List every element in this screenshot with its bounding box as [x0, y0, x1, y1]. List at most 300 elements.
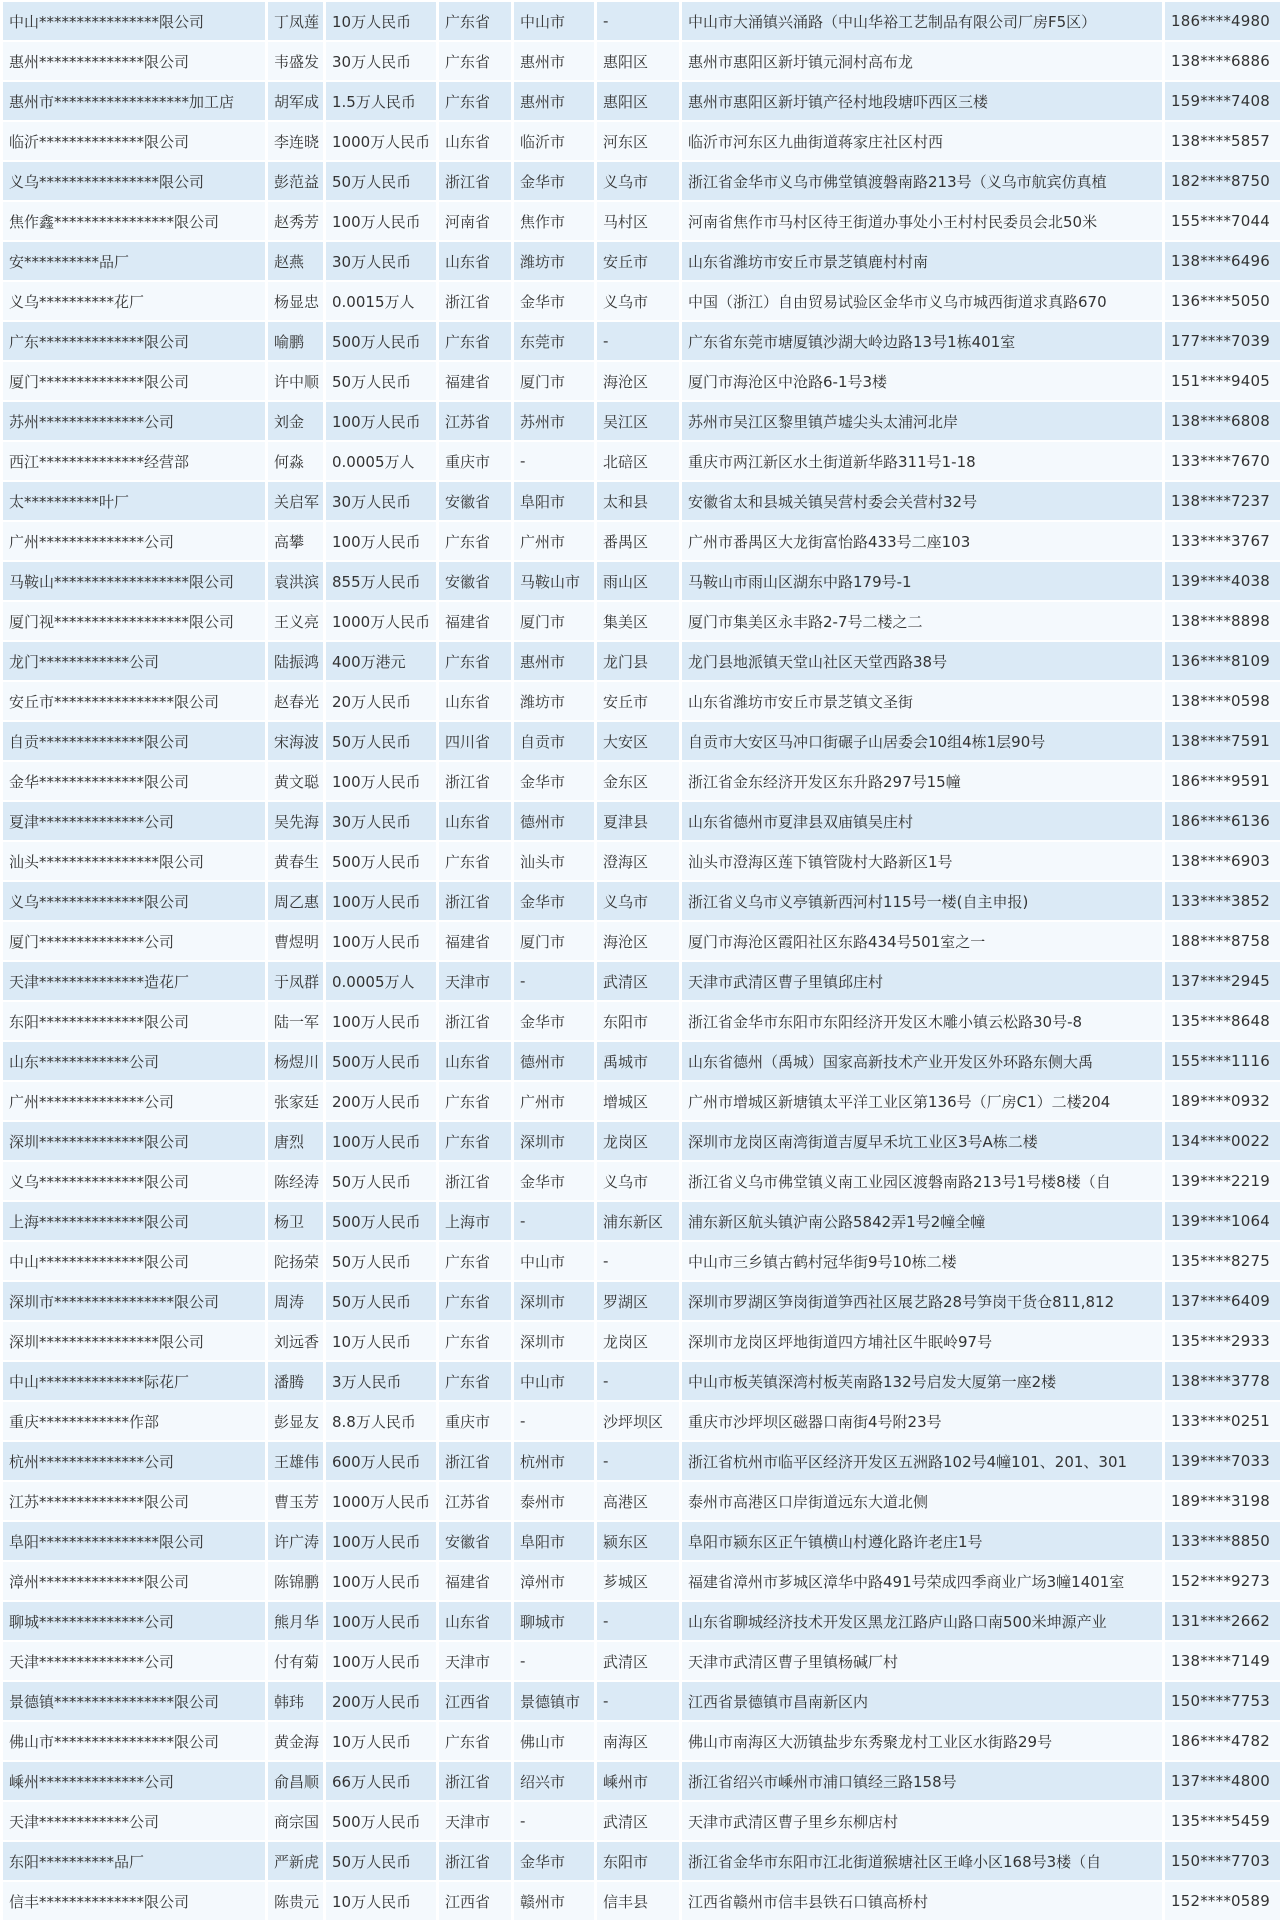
company-name-cell: 景德镇****************限公司: [3, 1682, 265, 1720]
district-cell: 武清区: [597, 1802, 679, 1840]
city-cell: 广州市: [514, 522, 594, 560]
phone-cell: 135****8275: [1165, 1242, 1280, 1280]
city-cell: 潍坊市: [514, 682, 594, 720]
table-row: [3, 1282, 1280, 1320]
company-name-cell: 广州**************公司: [3, 1082, 265, 1120]
capital-cell: 10万人民币: [326, 2, 436, 40]
city-cell: 厦门市: [514, 362, 594, 400]
legal-person-cell: 许中顺: [268, 362, 323, 400]
table-row: [3, 442, 1280, 480]
city-cell: 金华市: [514, 1002, 594, 1040]
phone-cell: 188****8758: [1165, 922, 1280, 960]
table-row: [3, 1202, 1280, 1240]
capital-cell: 20万人民币: [326, 682, 436, 720]
province-cell: 广东省: [439, 522, 511, 560]
phone-cell: 138****0598: [1165, 682, 1280, 720]
phone-cell: 186****9591: [1165, 762, 1280, 800]
city-cell: -: [514, 442, 594, 480]
address-cell: 浙江省金华市东阳市东阳经济开发区木雕小镇云松路30号-8: [682, 1002, 1162, 1040]
phone-cell: 137****4800: [1165, 1762, 1280, 1800]
table-row: [3, 562, 1280, 600]
phone-cell: 150****7703: [1165, 1842, 1280, 1880]
city-cell: 金华市: [514, 882, 594, 920]
city-cell: 金华市: [514, 1162, 594, 1200]
legal-person-cell: 杨卫: [268, 1202, 323, 1240]
district-cell: 嵊州市: [597, 1762, 679, 1800]
capital-cell: 400万港元: [326, 642, 436, 680]
company-name-cell: 上海**************限公司: [3, 1202, 265, 1240]
capital-cell: 50万人民币: [326, 362, 436, 400]
city-cell: 惠州市: [514, 42, 594, 80]
province-cell: 山东省: [439, 1602, 511, 1640]
province-cell: 山东省: [439, 122, 511, 160]
district-cell: 高港区: [597, 1482, 679, 1520]
company-name-cell: 义乌**************限公司: [3, 882, 265, 920]
legal-person-cell: 刘金: [268, 402, 323, 440]
phone-cell: 186****4782: [1165, 1722, 1280, 1760]
company-name-cell: 临沂**************限公司: [3, 122, 265, 160]
city-cell: 厦门市: [514, 602, 594, 640]
address-cell: 重庆市两江新区水土街道新华路311号1-18: [682, 442, 1162, 480]
address-cell: 山东省德州市夏津县双庙镇吴庄村: [682, 802, 1162, 840]
legal-person-cell: 喻鹏: [268, 322, 323, 360]
capital-cell: 100万人民币: [326, 1002, 436, 1040]
capital-cell: 100万人民币: [326, 402, 436, 440]
city-cell: -: [514, 962, 594, 1000]
city-cell: 金华市: [514, 762, 594, 800]
province-cell: 浙江省: [439, 1162, 511, 1200]
company-name-cell: 嵊州**************公司: [3, 1762, 265, 1800]
phone-cell: 186****4980: [1165, 2, 1280, 40]
table-row: [3, 1602, 1280, 1640]
province-cell: 安徽省: [439, 1522, 511, 1560]
legal-person-cell: 宋海波: [268, 722, 323, 760]
phone-cell: 139****2219: [1165, 1162, 1280, 1200]
company-name-cell: 夏津**************公司: [3, 802, 265, 840]
address-cell: 浙江省义乌市佛堂镇义南工业园区渡磐南路213号1号楼8楼（自: [682, 1162, 1162, 1200]
table-row: [3, 962, 1280, 1000]
capital-cell: 200万人民币: [326, 1682, 436, 1720]
capital-cell: 8.8万人民币: [326, 1402, 436, 1440]
address-cell: 安徽省太和县城关镇吴营村委会关营村32号: [682, 482, 1162, 520]
capital-cell: 30万人民币: [326, 802, 436, 840]
table-row: [3, 682, 1280, 720]
legal-person-cell: 唐烈: [268, 1122, 323, 1160]
table-row: [3, 1162, 1280, 1200]
city-cell: -: [514, 1202, 594, 1240]
table-row: [3, 242, 1280, 280]
city-cell: 厦门市: [514, 922, 594, 960]
district-cell: 东阳市: [597, 1842, 679, 1880]
capital-cell: 10万人民币: [326, 1722, 436, 1760]
province-cell: 广东省: [439, 842, 511, 880]
address-cell: 浙江省金东经济开发区东升路297号15幢: [682, 762, 1162, 800]
address-cell: 江西省景德镇市昌南新区内: [682, 1682, 1162, 1720]
address-cell: 马鞍山市雨山区湖东中路179号-1: [682, 562, 1162, 600]
capital-cell: 50万人民币: [326, 1242, 436, 1280]
address-cell: 天津市武清区曹子里镇邱庄村: [682, 962, 1162, 1000]
legal-person-cell: 陆振鸿: [268, 642, 323, 680]
table-row: [3, 282, 1280, 320]
address-cell: 中山市板芙镇深湾村板芙南路132号启发大厦第一座2楼: [682, 1362, 1162, 1400]
province-cell: 河南省: [439, 202, 511, 240]
legal-person-cell: 陀扬荣: [268, 1242, 323, 1280]
capital-cell: 500万人民币: [326, 1802, 436, 1840]
province-cell: 山东省: [439, 242, 511, 280]
province-cell: 福建省: [439, 922, 511, 960]
city-cell: 潍坊市: [514, 242, 594, 280]
city-cell: 阜阳市: [514, 1522, 594, 1560]
capital-cell: 10万人民币: [326, 1882, 436, 1920]
district-cell: 雨山区: [597, 562, 679, 600]
phone-cell: 138****6886: [1165, 42, 1280, 80]
city-cell: 金华市: [514, 1842, 594, 1880]
capital-cell: 100万人民币: [326, 1522, 436, 1560]
capital-cell: 100万人民币: [326, 1562, 436, 1600]
district-cell: 芗城区: [597, 1562, 679, 1600]
province-cell: 广东省: [439, 1362, 511, 1400]
address-cell: 深圳市龙岗区坪地街道四方埔社区牛眠岭97号: [682, 1322, 1162, 1360]
legal-person-cell: 胡军成: [268, 82, 323, 120]
address-cell: 河南省焦作市马村区待王街道办事处小王村村民委员会北50米: [682, 202, 1162, 240]
legal-person-cell: 陆一军: [268, 1002, 323, 1040]
capital-cell: 1000万人民币: [326, 602, 436, 640]
legal-person-cell: 赵春光: [268, 682, 323, 720]
city-cell: 深圳市: [514, 1322, 594, 1360]
district-cell: -: [597, 322, 679, 360]
capital-cell: 30万人民币: [326, 242, 436, 280]
city-cell: 临沂市: [514, 122, 594, 160]
capital-cell: 100万人民币: [326, 1602, 436, 1640]
address-cell: 深圳市龙岗区南湾街道吉厦早禾坑工业区3号A栋二楼: [682, 1122, 1162, 1160]
legal-person-cell: 彭显友: [268, 1402, 323, 1440]
phone-cell: 150****7753: [1165, 1682, 1280, 1720]
city-cell: 德州市: [514, 802, 594, 840]
legal-person-cell: 商宗国: [268, 1802, 323, 1840]
capital-cell: 50万人民币: [326, 1282, 436, 1320]
legal-person-cell: 丁凤莲: [268, 2, 323, 40]
company-name-cell: 惠州**************限公司: [3, 42, 265, 80]
city-cell: 聊城市: [514, 1602, 594, 1640]
phone-cell: 152****9273: [1165, 1562, 1280, 1600]
city-cell: -: [514, 1802, 594, 1840]
phone-cell: 138****6496: [1165, 242, 1280, 280]
capital-cell: 30万人民币: [326, 482, 436, 520]
table-row: [3, 1682, 1280, 1720]
legal-person-cell: 周涛: [268, 1282, 323, 1320]
province-cell: 广东省: [439, 322, 511, 360]
table-row: [3, 1082, 1280, 1120]
city-cell: 苏州市: [514, 402, 594, 440]
district-cell: 北碚区: [597, 442, 679, 480]
address-cell: 广东省东莞市塘厦镇沙湖大岭边路13号1栋401室: [682, 322, 1162, 360]
legal-person-cell: 杨煜川: [268, 1042, 323, 1080]
city-cell: 佛山市: [514, 1722, 594, 1760]
phone-cell: 135****2933: [1165, 1322, 1280, 1360]
legal-person-cell: 彭范益: [268, 162, 323, 200]
city-cell: 阜阳市: [514, 482, 594, 520]
phone-cell: 155****7044: [1165, 202, 1280, 240]
province-cell: 重庆市: [439, 442, 511, 480]
capital-cell: 100万人民币: [326, 522, 436, 560]
province-cell: 福建省: [439, 602, 511, 640]
capital-cell: 30万人民币: [326, 42, 436, 80]
district-cell: 南海区: [597, 1722, 679, 1760]
city-cell: 深圳市: [514, 1122, 594, 1160]
phone-cell: 139****4038: [1165, 562, 1280, 600]
city-cell: 中山市: [514, 1242, 594, 1280]
phone-cell: 135****5459: [1165, 1802, 1280, 1840]
address-cell: 浙江省杭州市临平区经济开发区五洲路102号4幢101、201、301: [682, 1442, 1162, 1480]
city-cell: 马鞍山市: [514, 562, 594, 600]
city-cell: 杭州市: [514, 1442, 594, 1480]
city-cell: 金华市: [514, 162, 594, 200]
table-row: [3, 402, 1280, 440]
company-name-cell: 厦门**************公司: [3, 922, 265, 960]
district-cell: 安丘市: [597, 242, 679, 280]
company-name-cell: 天津**************公司: [3, 1642, 265, 1680]
district-cell: -: [597, 1442, 679, 1480]
province-cell: 浙江省: [439, 282, 511, 320]
city-cell: 景德镇市: [514, 1682, 594, 1720]
province-cell: 江苏省: [439, 1482, 511, 1520]
legal-person-cell: 袁洪滨: [268, 562, 323, 600]
capital-cell: 100万人民币: [326, 762, 436, 800]
table-row: [3, 522, 1280, 560]
address-cell: 厦门市集美区永丰路2-7号二楼之二: [682, 602, 1162, 640]
province-cell: 浙江省: [439, 1842, 511, 1880]
legal-person-cell: 黄春生: [268, 842, 323, 880]
legal-person-cell: 王雄伟: [268, 1442, 323, 1480]
address-cell: 山东省潍坊市安丘市景芝镇鹿村村南: [682, 242, 1162, 280]
table-row: [3, 802, 1280, 840]
city-cell: 焦作市: [514, 202, 594, 240]
address-cell: 中山市三乡镇古鹤村冠华街9号10栋二楼: [682, 1242, 1162, 1280]
city-cell: 广州市: [514, 1082, 594, 1120]
phone-cell: 138****7237: [1165, 482, 1280, 520]
table-row: [3, 1562, 1280, 1600]
phone-cell: 136****8109: [1165, 642, 1280, 680]
company-name-cell: 安**********品厂: [3, 242, 265, 280]
phone-cell: 138****7591: [1165, 722, 1280, 760]
legal-person-cell: 李连晓: [268, 122, 323, 160]
address-cell: 福建省漳州市芗城区漳华中路491号荣成四季商业广场3幢1401室: [682, 1562, 1162, 1600]
province-cell: 上海市: [439, 1202, 511, 1240]
phone-cell: 138****5857: [1165, 122, 1280, 160]
legal-person-cell: 曹煜明: [268, 922, 323, 960]
company-name-cell: 焦作鑫****************限公司: [3, 202, 265, 240]
province-cell: 广东省: [439, 82, 511, 120]
province-cell: 江苏省: [439, 402, 511, 440]
table-row: [3, 1762, 1280, 1800]
district-cell: 大安区: [597, 722, 679, 760]
address-cell: 广州市番禺区大龙街富怡路433号二座103: [682, 522, 1162, 560]
phone-cell: 139****7033: [1165, 1442, 1280, 1480]
legal-person-cell: 高攀: [268, 522, 323, 560]
address-cell: 重庆市沙坪坝区磁器口南街4号附23号: [682, 1402, 1162, 1440]
city-cell: 德州市: [514, 1042, 594, 1080]
district-cell: 集美区: [597, 602, 679, 640]
address-cell: 浙江省金华市东阳市江北街道猴塘社区王峰小区168号3楼（自: [682, 1842, 1162, 1880]
table-row: [3, 1362, 1280, 1400]
city-cell: 中山市: [514, 2, 594, 40]
company-name-cell: 信丰**************限公司: [3, 1882, 265, 1920]
province-cell: 广东省: [439, 1122, 511, 1160]
legal-person-cell: 赵秀芳: [268, 202, 323, 240]
province-cell: 福建省: [439, 362, 511, 400]
district-cell: 河东区: [597, 122, 679, 160]
province-cell: 浙江省: [439, 1442, 511, 1480]
address-cell: 汕头市澄海区莲下镇管陇村大路新区1号: [682, 842, 1162, 880]
province-cell: 广东省: [439, 1722, 511, 1760]
company-name-cell: 厦门视******************限公司: [3, 602, 265, 640]
phone-cell: 189****3198: [1165, 1482, 1280, 1520]
table-row: [3, 1722, 1280, 1760]
province-cell: 浙江省: [439, 882, 511, 920]
address-cell: 惠州市惠阳区新圩镇元洞村高布龙: [682, 42, 1162, 80]
address-cell: 浦东新区航头镇沪南公路5842弄1号2幢全幢: [682, 1202, 1162, 1240]
province-cell: 安徽省: [439, 562, 511, 600]
company-name-cell: 太**********叶厂: [3, 482, 265, 520]
legal-person-cell: 曹玉芳: [268, 1482, 323, 1520]
phone-cell: 189****0932: [1165, 1082, 1280, 1120]
phone-cell: 138****6808: [1165, 402, 1280, 440]
district-cell: 龙岗区: [597, 1122, 679, 1160]
table-row: [3, 1442, 1280, 1480]
district-cell: 浦东新区: [597, 1202, 679, 1240]
table-row: [3, 1482, 1280, 1520]
company-name-cell: 苏州**************公司: [3, 402, 265, 440]
province-cell: 天津市: [439, 962, 511, 1000]
table-row: [3, 642, 1280, 680]
district-cell: -: [597, 1682, 679, 1720]
phone-cell: 182****8750: [1165, 162, 1280, 200]
company-name-cell: 佛山市****************限公司: [3, 1722, 265, 1760]
district-cell: 义乌市: [597, 1162, 679, 1200]
district-cell: 金东区: [597, 762, 679, 800]
province-cell: 江西省: [439, 1882, 511, 1920]
address-cell: 天津市武清区曹子里乡东柳店村: [682, 1802, 1162, 1840]
district-cell: 番禺区: [597, 522, 679, 560]
district-cell: 太和县: [597, 482, 679, 520]
legal-person-cell: 潘腾: [268, 1362, 323, 1400]
address-cell: 临沂市河东区九曲街道蒋家庄社区村西: [682, 122, 1162, 160]
phone-cell: 134****0022: [1165, 1122, 1280, 1160]
legal-person-cell: 周乙惠: [268, 882, 323, 920]
company-name-cell: 深圳**************限公司: [3, 1122, 265, 1160]
province-cell: 山东省: [439, 802, 511, 840]
capital-cell: 50万人民币: [326, 162, 436, 200]
phone-cell: 139****1064: [1165, 1202, 1280, 1240]
company-name-cell: 龙门************公司: [3, 642, 265, 680]
company-name-cell: 重庆************作部: [3, 1402, 265, 1440]
address-cell: 惠州市惠阳区新圩镇产径村地段塘吓西区三楼: [682, 82, 1162, 120]
address-cell: 厦门市海沧区霞阳社区东路434号501室之一: [682, 922, 1162, 960]
company-name-cell: 惠州市******************加工店: [3, 82, 265, 120]
table-row: [3, 882, 1280, 920]
district-cell: 沙坪坝区: [597, 1402, 679, 1440]
legal-person-cell: 于凤群: [268, 962, 323, 1000]
capital-cell: 100万人民币: [326, 1122, 436, 1160]
table-row: [3, 1122, 1280, 1160]
province-cell: 浙江省: [439, 1002, 511, 1040]
table-row: [3, 82, 1280, 120]
phone-cell: 137****2945: [1165, 962, 1280, 1000]
capital-cell: 1.5万人民币: [326, 82, 436, 120]
table-row: [3, 842, 1280, 880]
table-row: [3, 1402, 1280, 1440]
province-cell: 江西省: [439, 1682, 511, 1720]
district-cell: 武清区: [597, 1642, 679, 1680]
capital-cell: 1000万人民币: [326, 1482, 436, 1520]
phone-cell: 152****0589: [1165, 1882, 1280, 1920]
legal-person-cell: 熊月华: [268, 1602, 323, 1640]
district-cell: 吴江区: [597, 402, 679, 440]
province-cell: 天津市: [439, 1802, 511, 1840]
legal-person-cell: 严新虎: [268, 1842, 323, 1880]
address-cell: 深圳市罗湖区笋岗街道笋西社区展艺路28号笋岗干货仓811,812: [682, 1282, 1162, 1320]
district-cell: 罗湖区: [597, 1282, 679, 1320]
province-cell: 天津市: [439, 1642, 511, 1680]
province-cell: 四川省: [439, 722, 511, 760]
district-cell: 马村区: [597, 202, 679, 240]
phone-cell: 133****3767: [1165, 522, 1280, 560]
capital-cell: 10万人民币: [326, 1322, 436, 1360]
legal-person-cell: 许广涛: [268, 1522, 323, 1560]
address-cell: 中山市大涌镇兴涌路（中山华裕工艺制品有限公司厂房F5区）: [682, 2, 1162, 40]
company-name-cell: 中山**************限公司: [3, 1242, 265, 1280]
capital-cell: 500万人民币: [326, 842, 436, 880]
district-cell: 海沧区: [597, 362, 679, 400]
company-name-cell: 安丘市****************限公司: [3, 682, 265, 720]
capital-cell: 1000万人民币: [326, 122, 436, 160]
address-cell: 浙江省义乌市义亭镇新西河村115号一楼(自主申报): [682, 882, 1162, 920]
legal-person-cell: 韩玮: [268, 1682, 323, 1720]
phone-cell: 159****7408: [1165, 82, 1280, 120]
phone-cell: 151****9405: [1165, 362, 1280, 400]
capital-cell: 50万人民币: [326, 1162, 436, 1200]
district-cell: 龙岗区: [597, 1322, 679, 1360]
province-cell: 广东省: [439, 1242, 511, 1280]
company-name-cell: 马鞍山******************限公司: [3, 562, 265, 600]
company-name-cell: 江苏**************限公司: [3, 1482, 265, 1520]
table-row: [3, 1522, 1280, 1560]
capital-cell: 100万人民币: [326, 882, 436, 920]
city-cell: 深圳市: [514, 1282, 594, 1320]
province-cell: 山东省: [439, 682, 511, 720]
address-cell: 天津市武清区曹子里镇杨碱厂村: [682, 1642, 1162, 1680]
phone-cell: 136****5050: [1165, 282, 1280, 320]
district-cell: 夏津县: [597, 802, 679, 840]
capital-cell: 50万人民币: [326, 1842, 436, 1880]
company-name-cell: 天津**************造花厂: [3, 962, 265, 1000]
legal-person-cell: 俞昌顺: [268, 1762, 323, 1800]
capital-cell: 500万人民币: [326, 1202, 436, 1240]
table-row: [3, 1242, 1280, 1280]
company-name-cell: 自贡**************限公司: [3, 722, 265, 760]
table-row: [3, 322, 1280, 360]
company-name-cell: 深圳市****************限公司: [3, 1282, 265, 1320]
legal-person-cell: 吴先海: [268, 802, 323, 840]
province-cell: 浙江省: [439, 162, 511, 200]
capital-cell: 500万人民币: [326, 322, 436, 360]
district-cell: 禹城市: [597, 1042, 679, 1080]
district-cell: 武清区: [597, 962, 679, 1000]
table-row: [3, 722, 1280, 760]
phone-cell: 138****6903: [1165, 842, 1280, 880]
company-name-cell: 厦门**************限公司: [3, 362, 265, 400]
company-name-cell: 中山****************限公司: [3, 2, 265, 40]
